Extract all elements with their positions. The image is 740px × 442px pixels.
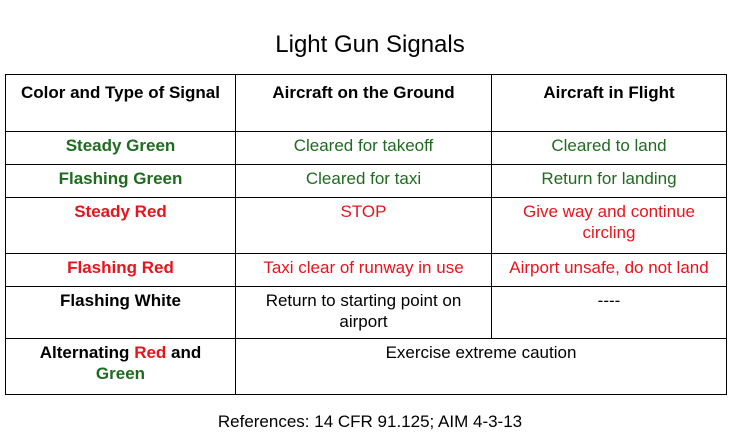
header-signal: Color and Type of Signal [6, 75, 236, 132]
ground-cell: STOP [236, 198, 492, 254]
page-title: Light Gun Signals [275, 31, 465, 58]
table-header-row [6, 75, 727, 132]
alternating-and: and [171, 343, 202, 362]
table-row [6, 132, 727, 165]
signal-alternating-red-green [6, 339, 236, 395]
flight-cell: Give way and continue circling [492, 198, 727, 254]
alternating-red: Red [134, 343, 167, 362]
table-row [6, 339, 727, 395]
flight-cell: ---- [492, 287, 727, 339]
header-ground: Aircraft on the Ground [236, 75, 492, 132]
table-row [6, 287, 727, 339]
signal-flashing-white: Flashing White [6, 287, 236, 339]
signal-steady-green: Steady Green [6, 132, 236, 165]
alternating-green: Green [95, 364, 146, 383]
flight-cell: Return for landing [492, 165, 727, 198]
flight-cell: Cleared to land [492, 132, 727, 165]
ground-cell: Return to starting point on airport [236, 287, 492, 339]
table-row [6, 254, 727, 287]
ground-cell: Cleared for taxi [236, 165, 492, 198]
signal-flashing-green: Flashing Green [6, 165, 236, 198]
ground-cell: Taxi clear of runway in use [236, 254, 492, 287]
alternating-prefix: Alternating [39, 343, 130, 362]
header-flight: Aircraft in Flight [492, 75, 727, 132]
table-row [6, 165, 727, 198]
signal-steady-red: Steady Red [6, 198, 236, 254]
ground-cell: Cleared for takeoff [236, 132, 492, 165]
table-row [6, 198, 727, 254]
signal-flashing-red: Flashing Red [6, 254, 236, 287]
flight-cell: Airport unsafe, do not land [492, 254, 727, 287]
references: References: 14 CFR 91.125; AIM 4-3-13 [217, 412, 523, 431]
both-cell: Exercise extreme caution [236, 339, 727, 395]
signals-table [5, 74, 727, 395]
